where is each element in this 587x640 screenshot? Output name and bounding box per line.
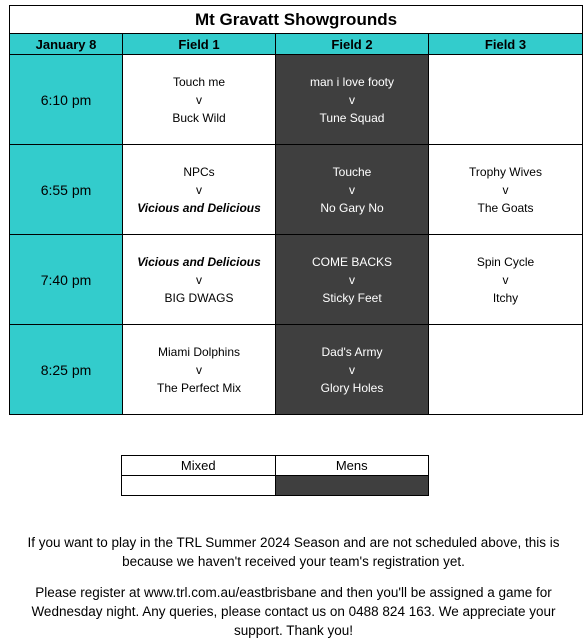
away-team: The Goats	[477, 200, 534, 215]
time-slot-row	[10, 235, 583, 325]
game-cell	[429, 235, 583, 325]
legend-mixed-label: Mixed	[122, 456, 276, 476]
legend-mens-swatch	[275, 476, 429, 496]
time-label: 8:25 pm	[10, 325, 123, 415]
legend-mixed-swatch	[122, 476, 276, 496]
away-team: BIG DWAGS	[164, 290, 234, 305]
contact-note: Please register at www.trl.com.au/eastbrisbane and then you'll be assigned a game for Wednesday night. Any queries, please contact us on 0488 824 163. We appreciate your support. Thank you!	[31, 585, 556, 638]
away-team: Sticky Feet	[322, 290, 382, 305]
versus-label: v	[196, 272, 202, 287]
time-slot-row	[10, 55, 583, 145]
away-team: Itchy	[492, 290, 519, 305]
time-label: 7:40 pm	[10, 235, 123, 325]
game-cell	[123, 145, 276, 235]
home-team: Miami Dolphins	[157, 344, 241, 359]
field-3-header: Field 3	[429, 34, 583, 55]
page-title: Mt Gravatt Showgrounds	[10, 6, 583, 34]
versus-label: v	[349, 182, 355, 197]
time-slot-row	[10, 325, 583, 415]
game-cell	[123, 235, 276, 325]
home-team: Touch me	[172, 74, 226, 89]
game-cell	[429, 145, 583, 235]
game-cell	[276, 145, 429, 235]
field-1-header: Field 1	[123, 34, 276, 55]
empty-game-cell	[429, 55, 583, 145]
header-row	[10, 34, 583, 55]
away-team: Glory Holes	[320, 380, 384, 395]
home-team: NPCs	[183, 164, 215, 179]
away-team: Vicious and Delicious	[137, 200, 261, 215]
game-cell	[123, 325, 276, 415]
game-cell	[123, 55, 276, 145]
home-team: COME BACKS	[311, 254, 392, 269]
time-label: 6:55 pm	[10, 145, 123, 235]
field-2-header: Field 2	[276, 34, 429, 55]
home-team: Vicious and Delicious	[137, 254, 261, 269]
home-team: Trophy Wives	[469, 164, 542, 179]
date-header: January 8	[10, 34, 123, 55]
versus-label: v	[349, 272, 355, 287]
away-team: Buck Wild	[172, 110, 226, 125]
registration-note: If you want to play in the TRL Summer 2024 Season and are not scheduled above, this is because we haven't received your team's registration yet.	[27, 535, 560, 569]
empty-game-cell	[429, 325, 583, 415]
legend-mens-label: Mens	[275, 456, 429, 476]
time-label: 6:10 pm	[10, 55, 123, 145]
game-cell	[276, 235, 429, 325]
versus-label: v	[349, 92, 355, 107]
home-team: Touche	[332, 164, 372, 179]
home-team: man i love footy	[309, 74, 395, 89]
away-team: The Perfect Mix	[156, 380, 242, 395]
legend-table	[121, 455, 429, 496]
versus-label: v	[196, 92, 202, 107]
versus-label: v	[502, 182, 509, 197]
game-cell	[276, 325, 429, 415]
versus-label: v	[196, 362, 202, 377]
schedule-table	[9, 5, 583, 415]
versus-label: v	[196, 182, 202, 197]
game-cell	[276, 55, 429, 145]
away-team: Tune Squad	[319, 110, 385, 125]
away-team: No Gary No	[320, 200, 384, 215]
versus-label: v	[502, 272, 509, 287]
home-team: Spin Cycle	[476, 254, 535, 269]
versus-label: v	[349, 362, 355, 377]
time-slot-row	[10, 145, 583, 235]
home-team: Dad's Army	[321, 344, 383, 359]
